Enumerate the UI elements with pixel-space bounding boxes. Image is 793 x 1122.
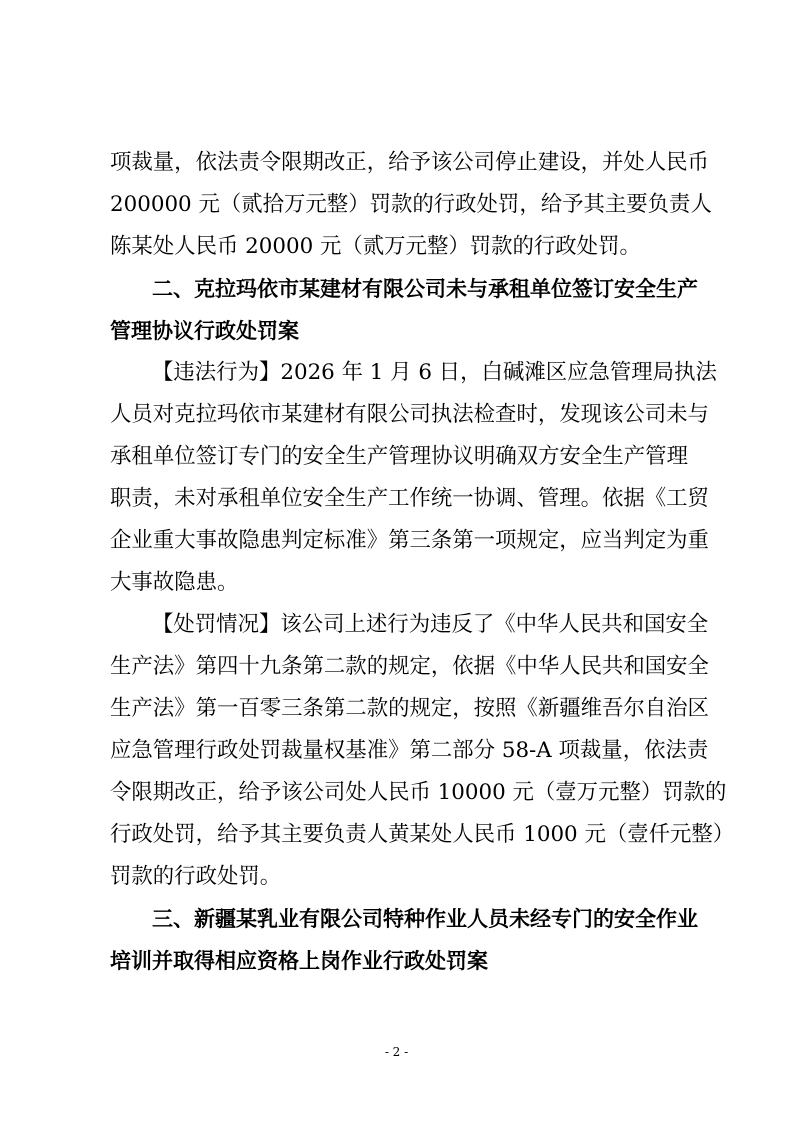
- paragraph-line: 职责，未对承租单位安全生产工作统一协调、管理。依据《工贸: [110, 486, 709, 511]
- paragraph-line: 大事故隐患。: [110, 570, 239, 595]
- paragraph-line: 罚款的行政处罚。: [110, 864, 282, 889]
- paragraph-line: 【处罚情况】该公司上述行为违反了《中华人民共和国安全: [152, 612, 709, 637]
- paragraph-line: 企业重大事故隐患判定标准》第三条第一项规定，应当判定为重: [110, 528, 709, 553]
- section-heading: 二、克拉玛依市某建材有限公司未与承租单位签订安全生产: [152, 277, 698, 301]
- paragraph-line: 人员对克拉玛依市某建材有限公司执法检查时，发现该公司未与: [110, 402, 709, 427]
- paragraph-line: 生产法》第一百零三条第二款的规定，按照《新疆维吾尔自治区: [110, 696, 709, 721]
- paragraph-line: 令限期改正，给予该公司处人民币 10000 元（壹万元整）罚款的: [110, 780, 727, 805]
- page-number: - 2 -: [384, 1045, 409, 1059]
- paragraph-line: 项裁量，依法责令限期改正，给予该公司停止建设，并处人民币: [110, 150, 709, 175]
- paragraph-line: 承租单位签订专门的安全生产管理协议明确双方安全生产管理: [110, 444, 688, 469]
- paragraph-line: 【违法行为】2026 年 1 月 6 日，白碱滩区应急管理局执法: [152, 360, 717, 385]
- section-heading: 三、新疆某乳业有限公司特种作业人员未经专门的安全作业: [152, 907, 698, 931]
- paragraph-line: 行政处罚，给予其主要负责人黄某处人民币 1000 元（壹仟元整）: [110, 822, 735, 847]
- paragraph-line: 应急管理行政处罚裁量权基准》第二部分 58-A 项裁量，依法责: [110, 738, 709, 763]
- paragraph-line: 生产法》第四十九条第二款的规定，依据《中华人民共和国安全: [110, 654, 709, 679]
- section-heading: 培训并取得相应资格上岗作业行政处罚案: [110, 949, 488, 973]
- paragraph-line: 陈某处人民币 20000 元（贰万元整）罚款的行政处罚。: [110, 234, 641, 259]
- section-heading: 管理协议行政处罚案: [110, 319, 299, 343]
- paragraph-line: 200000 元（贰拾万元整）罚款的行政处罚，给予其主要负责人: [110, 192, 712, 217]
